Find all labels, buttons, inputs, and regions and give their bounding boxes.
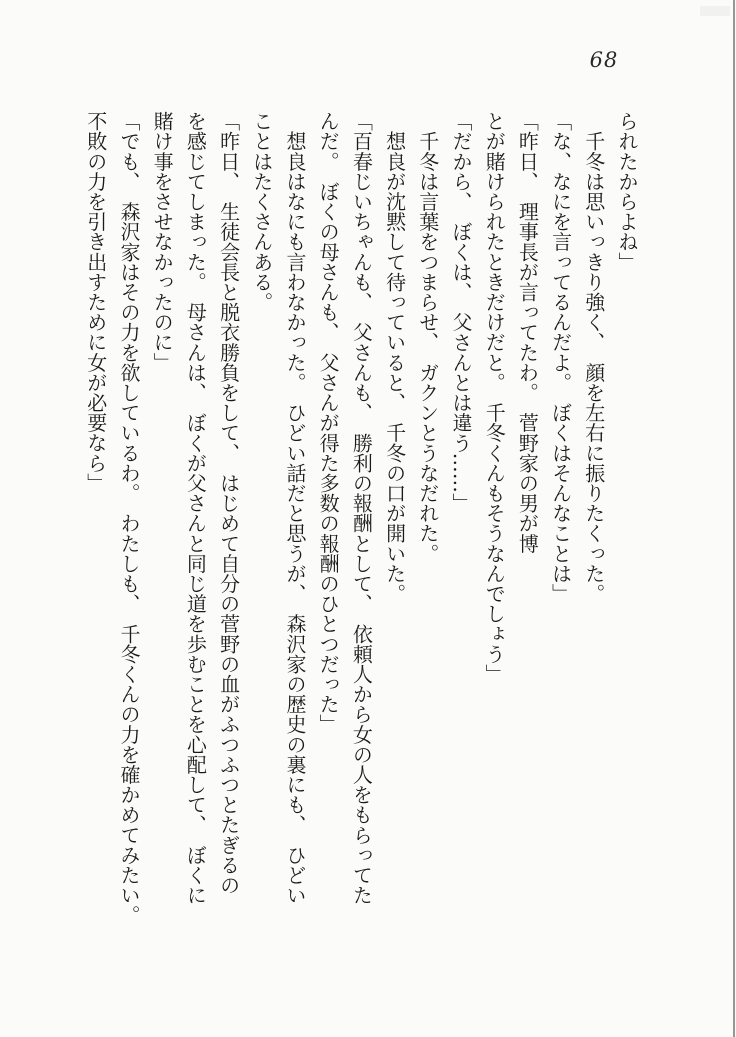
text-line: 「だから、 ぼくは、 父さんとは違う……」: [448, 111, 473, 514]
body-text: [77, 111, 643, 963]
text-line: 「な、なにを言ってるんだよ。 ぼくはそんなことは」: [548, 111, 573, 604]
page-number: 68: [589, 48, 619, 72]
text-line: 千冬は思いっきり強く、 顔を左右に振りたくった。: [581, 111, 606, 604]
text-line: 想良が沈黙して待っていると、 千冬の口が開いた。: [382, 111, 407, 604]
text-line: られたからよね」: [615, 111, 639, 272]
text-line: とが賭けられたときだけだと。 千冬くんもそうなんでしょう」: [482, 111, 507, 684]
page-edge-line: [733, 0, 735, 1037]
page-edge-shadow: [700, 6, 730, 16]
text-line: 想良はなにも言わなかった。 ひどい話だと思うが、 森沢家の歴史の裏にも、 ひどい: [282, 111, 307, 906]
text-line: を感じてしまった。 母さんは、 ぼくが父さんと同じ道を歩むことを心配して、 ぼくに: [183, 111, 208, 906]
text-line: 「昨日、 理事長が言ってたわ。 菅野家の男が博: [515, 111, 540, 554]
text-line: 不敗の力を引き出すために女が必要なら」: [83, 111, 108, 493]
text-line: 「昨日、 生徒会長と脱衣勝負をして、 はじめて自分の菅野の血がふつふつとたぎるの: [216, 111, 241, 895]
text-line: ことはたくさんある。: [249, 111, 274, 312]
text-line: 「でも、 森沢家はその力を欲しているわ。 わたしも、 千冬くんの力を確かめてみたい。: [116, 111, 141, 926]
text-line: 千冬は言葉をつまらせ、 ガクンとうなだれた。: [415, 111, 440, 564]
text-line: 「百春じいちゃんも、 父さんも、 勝利の報酬として、 依頼人から女の人をもらってた: [349, 111, 374, 906]
text-line: んだ。 ぼくの母さんも、 父さんが得た多数の報酬のひとつだった」: [316, 111, 341, 735]
text-line: 賭け事をさせなかったのに」: [150, 111, 175, 373]
